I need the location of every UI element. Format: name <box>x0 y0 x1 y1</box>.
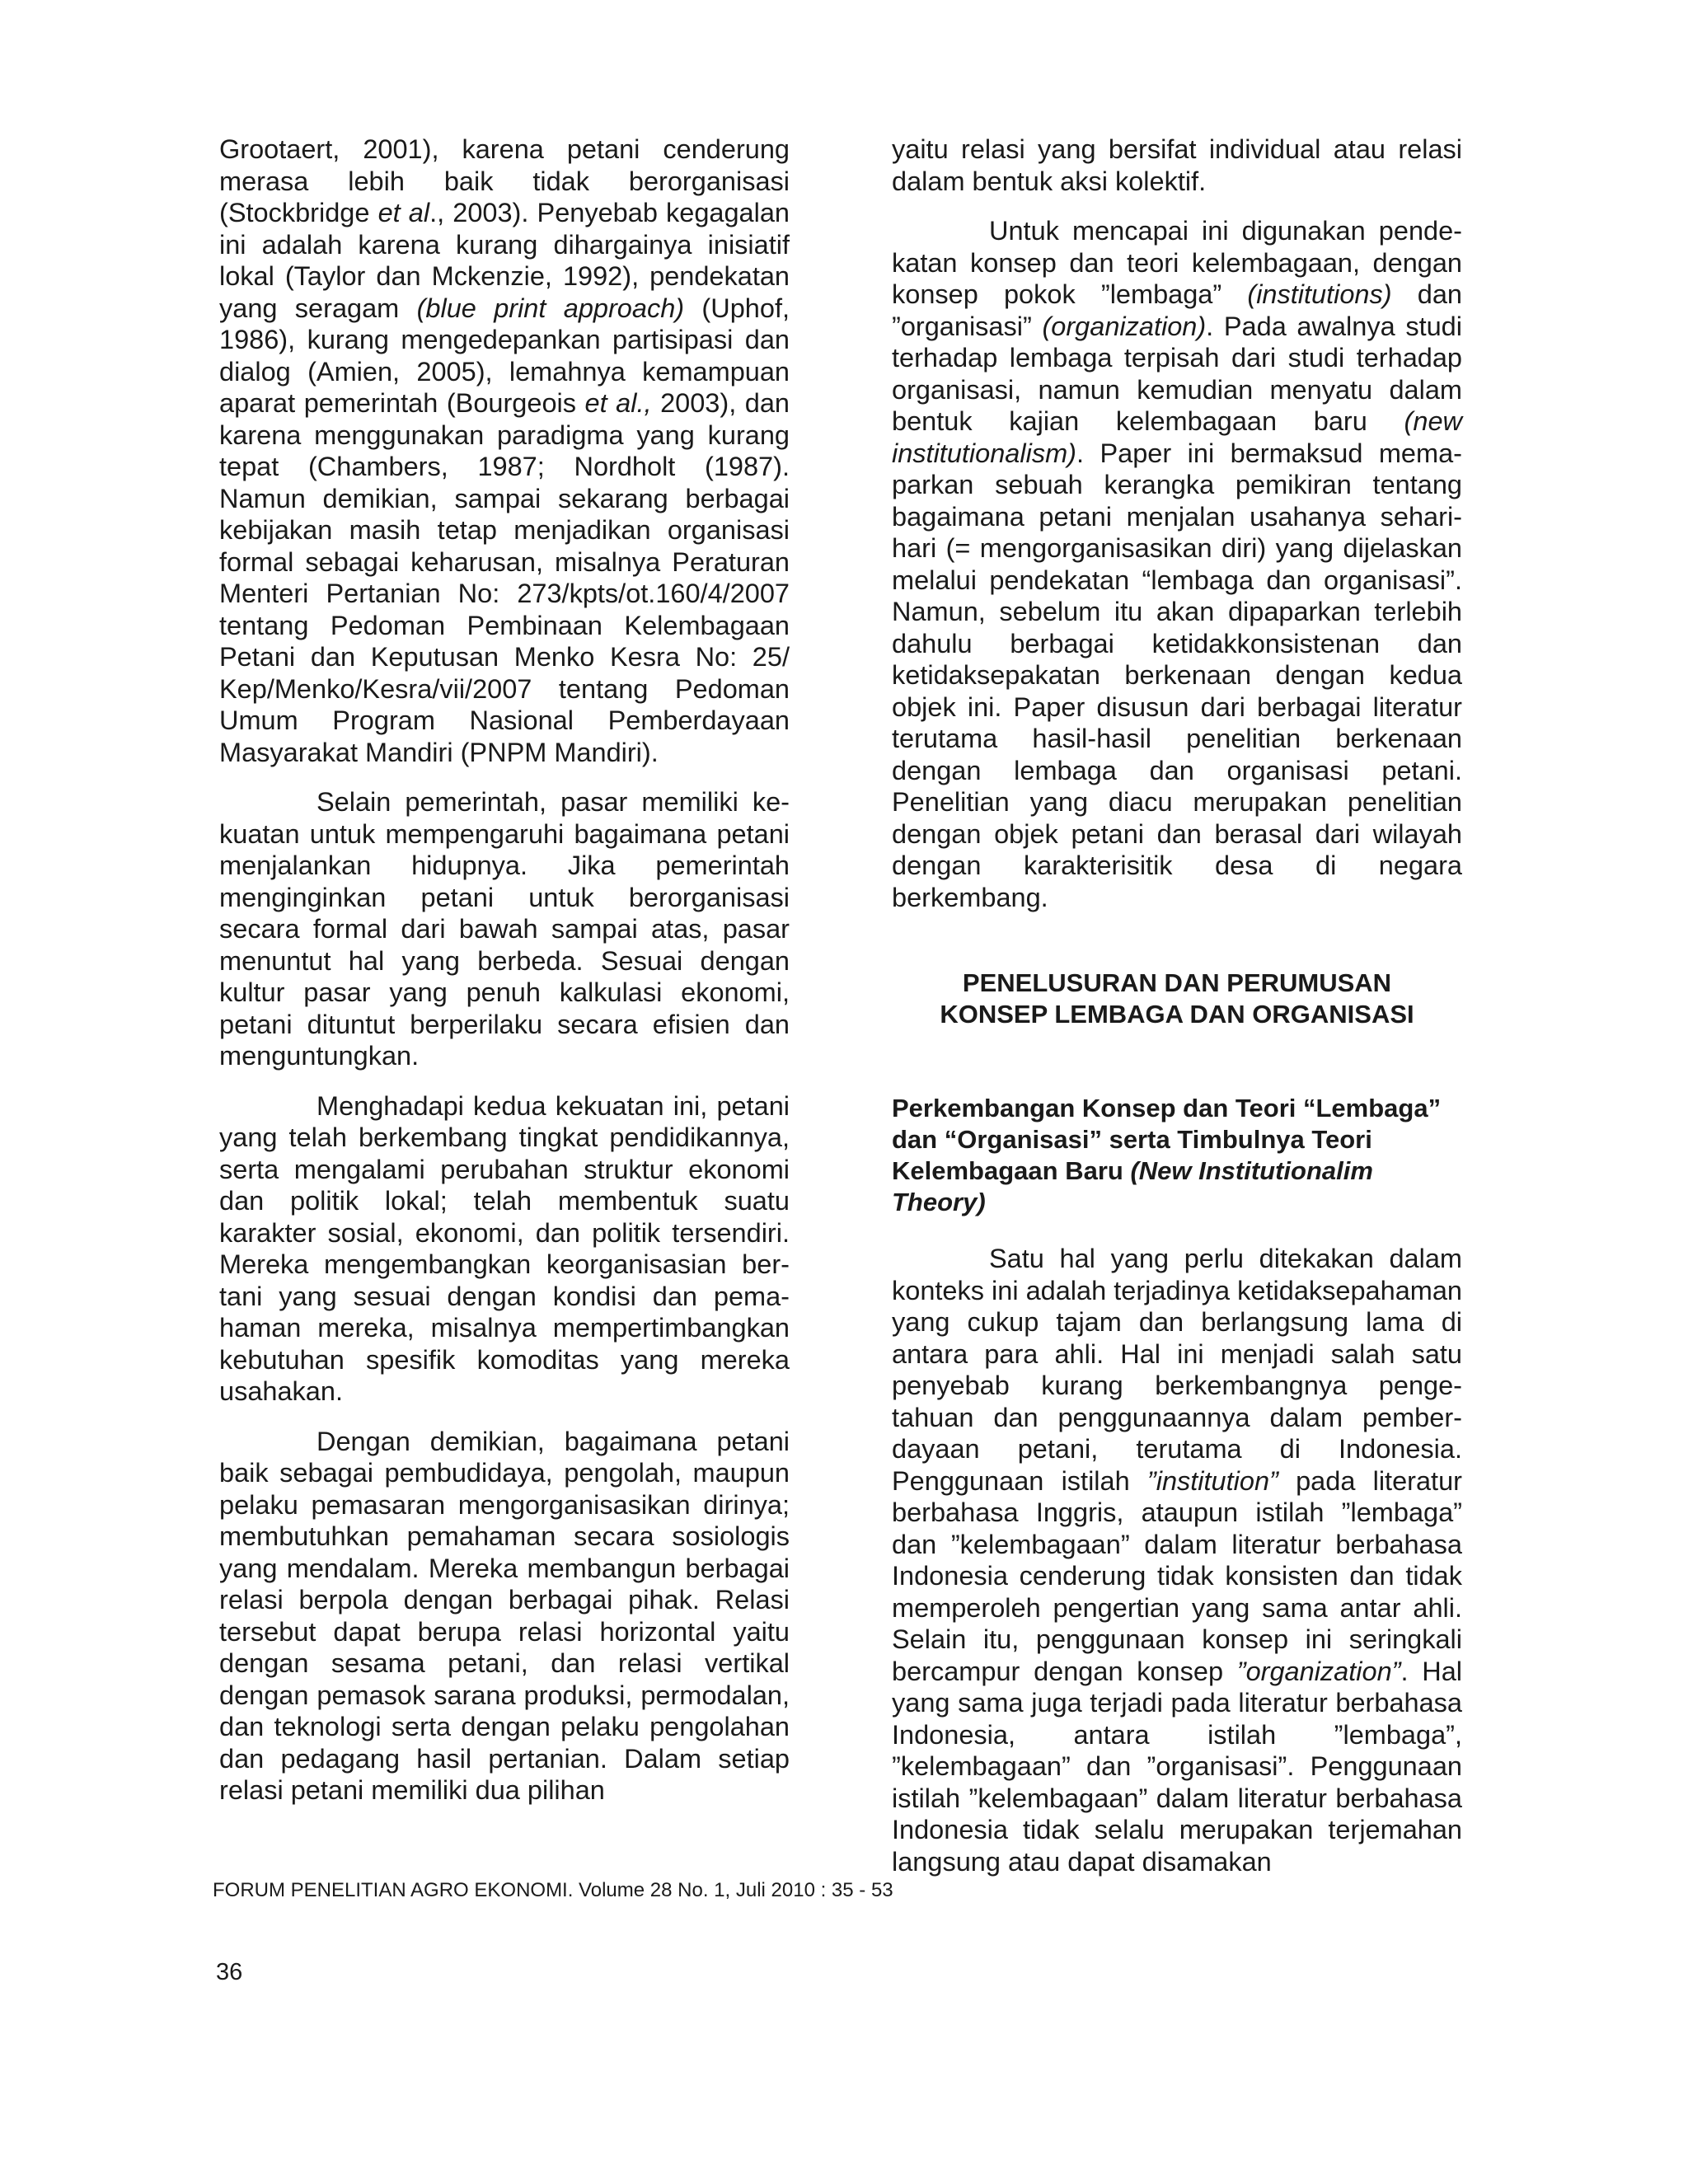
text-run: ., 2003). Penyebab kegagalan ini adalah karena kurang dihargainya inisiatif lokal (Taylor dan Mckenzie, 1992), pendekatan yang seragam <box>219 198 790 323</box>
text-run: (Uphof, 1986), kurang mengedepankan partisipasi dan dialog (Amien, 2005), lemahnya kemampuan aparat pemerintah (Bourgeois <box>219 293 790 418</box>
italic-run: (institutions) <box>1247 279 1392 309</box>
text-run: . Hal yang sama juga terjadi pada literatur berbahasa Indonesia, antara istilah ”lembaga”, ”kelembagaan” dan ”organisasi”. Penggunaan istilah ”kelembagaan” dalam literatur berbahasa Indonesia tidak selalu merupakan terjemahan langsung atau dapat disamakan <box>892 1656 1463 1877</box>
italic-run: ”organization” <box>1236 1656 1401 1686</box>
left-paragraph-3: Menghadapi kedua kekuatan ini, petani yang telah berkembang tingkat pendidikannya, serta mengalami perubahan struktur ekonomi dan politik lokal; telah membentuk suatu karakter sosial, ekonomi, dan politik tersendiri. Mereka mengembangkan keorganisasian bertani yang sesuai dengan kondisi dan pemahaman mereka, misalnya mempertimbangkan kebutuhan spesifik komoditas yang mereka usahakan. <box>219 1090 790 1406</box>
journal-footer: FORUM PENELITIAN AGRO EKONOMI. Volume 28 No. 1, Juli 2010 : 35 - 53 <box>213 1879 893 1901</box>
left-paragraph-4: Dengan demikian, bagaimana petani baik sebagai pembudidaya, pengolah, maupun pelaku pemasaran mengorganisasikan dirinya; membutuhkan pemahaman secara sosiologis yang mendalam. Mereka membangun berbagai relasi berpola dengan berbagai pihak. Relasi tersebut dapat berupa relasi horizontal yaitu dengan sesama petani, dan relasi vertikal dengan pemasok sarana produksi, permodalan, dan teknologi serta dengan pelaku pengolahan dan pedagang hasil pertanian. Dalam setiap relasi petani memiliki dua pilihan <box>219 1426 790 1805</box>
text-run: Satu hal yang perlu ditekakan dalam konteks ini adalah terjadinya ketidaksepahaman yang cukup tajam dan berlangsung lama di antara para ahli. Hal ini menjadi salah satu penyebab kurang berkembangnya pengetahuan dan penggunaannya dalam pemberdayaan petani, terutama di Indonesia. Penggunaan istilah <box>892 1244 1462 1496</box>
italic-run: (new institutionalism) <box>892 406 1462 468</box>
italic-run: ”institution” <box>1146 1465 1278 1496</box>
italic-run: (blue print approach) <box>416 293 685 323</box>
italic-run: (New Institutionalim Theory) <box>892 1156 1373 1216</box>
text-run: pada literatur berbahasa Inggris, ataupun istilah ”lembaga” dan ”kelembagaan” dalam literatur berbahasa Indonesia cenderung tidak konsisten dan tidak memperoleh pengertian yang sama antar ahli. Selain itu, penggunaan konsep ini seringkali bercampur dengan konsep <box>892 1465 1462 1686</box>
right-paragraph-2 <box>892 215 1462 913</box>
text-run: dan ”organisasi” <box>892 279 1462 341</box>
section-heading-line-1: PENELUSURAN DAN PERUMUSAN <box>962 968 1392 997</box>
left-paragraph-1 <box>219 134 790 768</box>
right-paragraph-3 <box>892 1243 1462 1877</box>
sub-heading <box>892 1093 1462 1218</box>
text-run: Untuk mencapai ini digunakan pendekatan konsep dan teori kelembagaan, dengan konsep pokok ”lembaga” <box>892 216 1462 309</box>
section-heading <box>892 968 1462 1030</box>
italic-run: et al <box>377 198 430 227</box>
right-column <box>892 134 1462 1896</box>
text-run: Perkembangan Konsep dan Teori “Lembaga” dan “Organisasi” serta Timbulnya Teori Kelembagaan Baru <box>892 1094 1442 1185</box>
text-run: . Paper ini bermaksud memaparkan sebuah kerangka pemikiran tentang bagaimana petani menjalan usahanya sehari-hari (= mengorganisasikan diri) yang dijelaskan melalui pendekatan “lembaga dan organisasi”. Namun, sebelum itu akan dipaparkan terlebih dahulu berbagai ketidakkonsistenan dan ketidaksepakatan berkenaan dengan kedua objek ini. Paper disusun dari berbagai literatur terutama hasil-hasil penelitian berkenaan dengan lembaga dan organisasi petani. Penelitian yang diacu merupakan penelitian dengan objek petani dan berasal dari wilayah dengan karakterisitik desa di negara berkembang. <box>892 438 1462 912</box>
text-run: Grootaert, 2001), karena petani cenderung merasa lebih baik tidak berorganisasi (Stockbridge <box>219 134 790 227</box>
page-number: 36 <box>216 1959 243 1985</box>
italic-run: (organization) <box>1042 311 1207 341</box>
italic-run: et al., <box>584 388 652 418</box>
text-run: 2003), dan karena menggunakan paradigma yang kurang tepat (Chambers, 1987; Nordholt (1987). Namun demikian, sampai sekarang berbagai kebijakan masih tetap menjadikan organisasi formal sebagai keharusan, misalnya Peraturan Menteri Pertanian No: 273/kpts/ot.160/4/2007 tentang Pedoman Pembinaan Kelembagaan Petani dan Keputusan Menko Kesra No: 25/ Kep/Menko/Kesra/vii/2007 tentang Pedoman Umum Program Nasional Pemberdayaan Masyarakat Mandiri (PNPM Mandiri). <box>219 388 790 767</box>
right-paragraph-1: yaitu relasi yang bersifat individual atau relasi dalam bentuk aksi kolektif. <box>892 134 1462 196</box>
section-heading-line-2: KONSEP LEMBAGA DAN ORGANISASI <box>940 1000 1414 1029</box>
text-run: . Pada awalnya studi terhadap lembaga terpisah dari studi terhadap organisasi, namun kemudian menyatu dalam bentuk kajian kelembagaan baru <box>892 311 1462 436</box>
left-paragraph-2: Selain pemerintah, pasar memiliki kekuatan untuk mempengaruhi bagaimana petani menjalankan hidupnya. Jika pemerintah menginginkan petani untuk berorganisasi secara formal dari bawah sampai atas, pasar menuntut hal yang berbeda. Sesuai dengan kultur pasar yang penuh kalkulasi ekonomi, petani dituntut berperilaku secara efisien dan menguntungkan. <box>219 787 790 1071</box>
left-column <box>219 134 790 1825</box>
